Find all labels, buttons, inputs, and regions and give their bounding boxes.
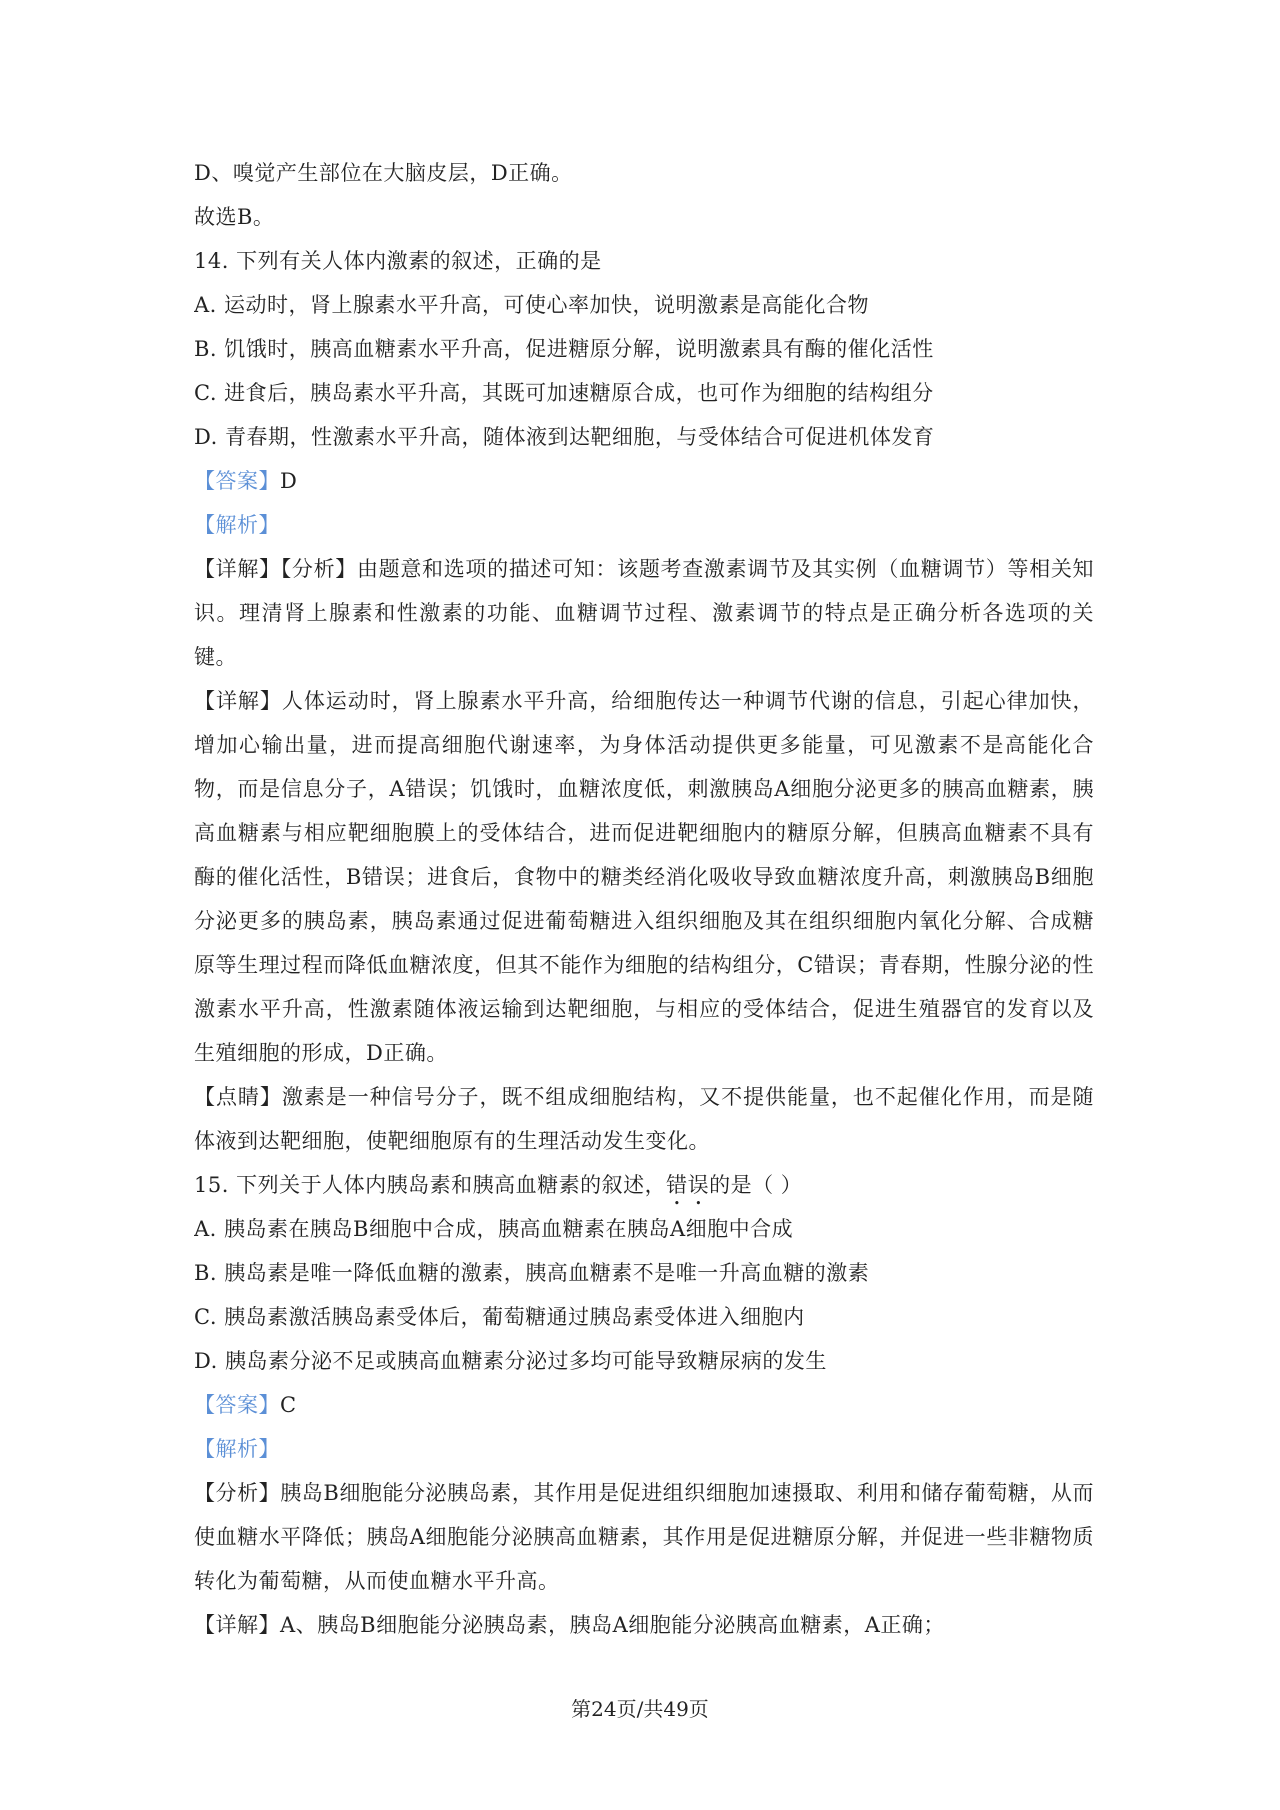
detail-paragraph [194,1603,1094,1647]
answer-line [194,459,1094,503]
analysis-text: 胰岛B细胞能分泌胰岛素，其作用是促进组织细胞加速摄取、利用和储存葡萄糖，从而使血糖水平降低；胰岛A细胞能分泌胰高血糖素，其作用是促进糖原分解，并促进一些非糖物质转化为葡萄糖，从而使血糖水平升高。 [194,1481,1094,1593]
detail-paragraph [194,679,1094,1075]
answer-value: D [280,469,298,493]
analysis-paragraph [194,547,1094,679]
analysis-paragraph [194,1471,1094,1603]
question-15-option-d: D. 胰岛素分泌不足或胰高血糖素分泌过多均可能导致糖尿病的发生 [194,1349,827,1373]
key-point-paragraph [194,1075,1094,1163]
key-point-label: 【点睛】 [194,1085,282,1109]
answer-tag: 【答案】 [194,469,280,493]
detail-label: 【详解】 [194,689,282,713]
document-body [194,151,1094,1647]
analysis-tag: 【解析】 [194,513,280,537]
page-number: 第24页/共49页 [571,1697,709,1721]
detail-text: A、胰岛B细胞能分泌胰岛素，胰岛A细胞能分泌胰高血糖素，A正确； [280,1613,945,1637]
question-14-stem: 14. 下列有关人体内激素的叙述，正确的是 [194,249,602,273]
question-15-option-c: C. 胰岛素激活胰岛素受体后，葡萄糖通过胰岛素受体进入细胞内 [194,1305,805,1329]
answer-tag: 【答案】 [194,1393,280,1417]
key-point-text: 激素是一种信号分子，既不组成细胞结构，又不提供能量，也不起催化作用，而是随体液到达靶细胞，使靶细胞原有的生理活动发生变化。 [194,1085,1095,1153]
detail-label: 【详解】 [194,1613,280,1637]
detail-text: 人体运动时，肾上腺素水平升高，给细胞传达一种调节代谢的信息，引起心律加快，增加心输出量，进而提高细胞代谢速率，为身体活动提供更多能量，可见激素不是高能化合物，而是信息分子，A错误；饥饿时，血糖浓度低，刺激胰岛A细胞分泌更多的胰高血糖素，胰高血糖素与相应靶细胞膜上的受体结合，进而促进靶细胞内的糖原分解，但胰高血糖素不具有酶的催化活性，B错误；进食后，食物中的糖类经消化吸收导致血糖浓度升高，刺激胰岛B细胞分泌更多的胰岛素，胰岛素通过促进葡萄糖进入组织细胞及其在组织细胞内氧化分解、合成糖原等生理过程而降低血糖浓度，但其不能作为细胞的结构组分，C错误；青春期，性腺分泌的性激素水平升高，性激素随体液运输到达靶细胞，与相应的受体结合，促进生殖器官的发育以及生殖细胞的形成，D正确。 [194,689,1095,1065]
analysis-tag: 【解析】 [194,1437,280,1461]
question-14-option-d: D. 青春期，性激素水平升高，随体液到达靶细胞，与受体结合可促进机体发育 [194,425,935,449]
question-14-option-c: C. 进食后，胰岛素水平升高，其既可加速糖原合成，也可作为细胞的结构组分 [194,381,934,405]
text-line: 故选B。 [194,205,275,229]
answer-line [194,1383,1094,1427]
emphasis-text: 错误 [666,1173,710,1197]
analysis-text: 由题意和选项的描述可知：该题考查激素调节及其实例（血糖调节）等相关知识。理清肾上腺素和性激素的功能、血糖调节过程、激素调节的特点是正确分析各选项的关键。 [194,557,1095,669]
question-14-option-a: A. 运动时，肾上腺素水平升高，可使心率加快，说明激素是高能化合物 [194,293,870,317]
analysis-label: 【分析】 [194,1481,281,1505]
question-15-stem: 15. 下列关于人体内胰岛素和胰高血糖素的叙述，错误的是（ ） [194,1173,803,1197]
analysis-label: 【详解】【分析】 [194,557,357,581]
answer-value: C [280,1393,297,1417]
question-15-option-a: A. 胰岛素在胰岛B细胞中合成，胰高血糖素在胰岛A细胞中合成 [194,1217,794,1241]
text-line: D、嗅觉产生部位在大脑皮层，D正确。 [194,161,573,185]
question-14-option-b: B. 饥饿时，胰高血糖素水平升高，促进糖原分解，说明激素具有酶的催化活性 [194,337,934,361]
question-15-option-b: B. 胰岛素是唯一降低血糖的激素，胰高血糖素不是唯一升高血糖的激素 [194,1261,870,1285]
